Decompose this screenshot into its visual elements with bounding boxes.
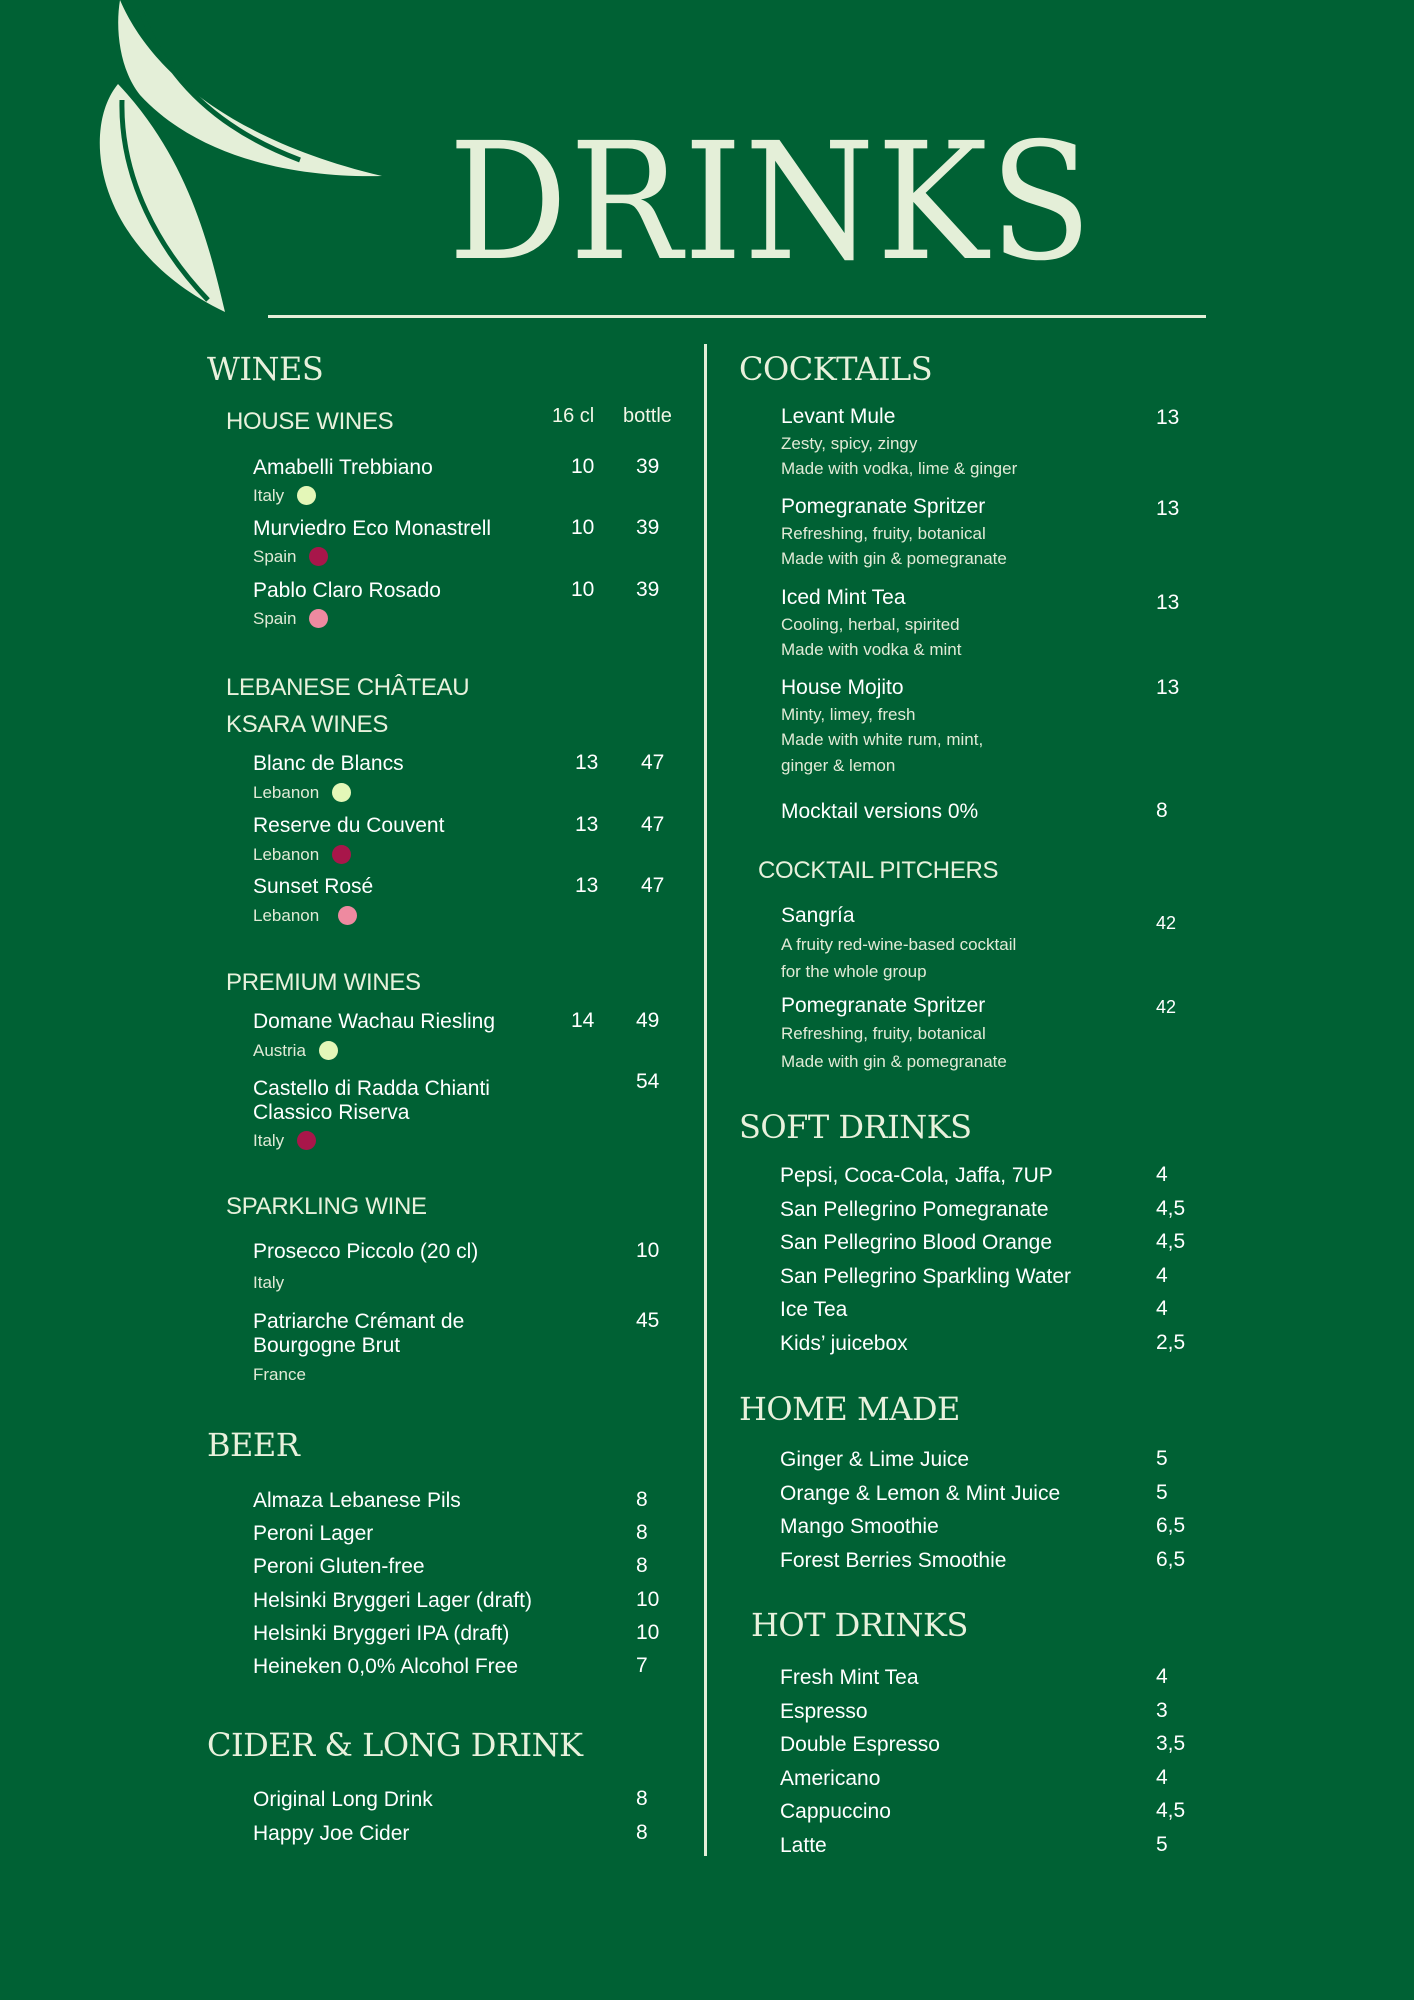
menu-item-name: San Pellegrino Sparkling Water [780,1264,1072,1288]
wine-bottle-price: 54 [636,1070,660,1093]
red-wine-dot-icon [332,845,351,864]
menu-item-price: 5 [1156,1447,1168,1470]
menu-item-price: 4 [1156,1765,1168,1789]
wine-origin-text: Lebanon [253,906,320,925]
menu-item-price: 8 [636,1787,648,1810]
leaf-decoration-icon [0,0,420,330]
lebanese-wines-heading-2: KSARA WINES [226,711,389,738]
wine-bottle-price: 47 [641,874,665,897]
wine-origin-text: Spain [253,609,297,628]
menu-item-name: Latte [780,1833,827,1857]
menu-item-name: Peroni Gluten-free [253,1555,425,1579]
pitcher-desc: Made with gin & pomegranate [781,1052,1007,1071]
pitcher-desc: A fruity red-wine-based cocktail [781,935,1017,954]
wine-name: Castello di Radda Chianti [253,1077,490,1100]
mocktail-price: 8 [1156,799,1168,822]
white-wine-dot-icon [332,783,351,802]
menu-item-price: 4,5 [1156,1196,1186,1220]
menu-item-price: 10 [636,1620,660,1644]
wine-origin-text: Italy [253,486,285,505]
wine-glass-price: 10 [571,578,595,601]
wine-bottle-price: 39 [636,516,660,539]
cocktail-desc: Made with vodka & mint [781,640,962,659]
menu-item-price: 4,5 [1156,1230,1186,1253]
menu-item-name: Forest Berries Smoothie [780,1548,1007,1572]
red-wine-dot-icon [297,1131,316,1150]
menu-item-price: 6,5 [1156,1514,1186,1537]
white-wine-dot-icon [319,1041,338,1060]
menu-item-price: 4 [1156,1665,1168,1688]
home-made-heading: HOME MADE [739,1390,960,1428]
mocktail-name: Mocktail versions 0% [781,800,979,823]
menu-item-price: 2,5 [1156,1330,1186,1354]
wine-bottle-price: 39 [636,578,660,601]
menu-item-name: Double Espresso [780,1733,940,1756]
wine-name: Domane Wachau Riesling [253,1010,496,1033]
pitcher-name: Pomegranate Spritzer [781,994,986,1017]
rose-wine-dot-icon [338,906,357,925]
menu-item-price: 3,5 [1156,1732,1186,1755]
wine-glass-price: 10 [571,516,595,539]
premium-wines-heading: PREMIUM WINES [226,969,421,996]
cocktail-desc: Refreshing, fruity, botanical [781,524,986,543]
cocktail-desc: Cooling, herbal, spirited [781,615,960,634]
menu-item-price: 8 [636,1521,648,1545]
wine-bottle-price: 47 [641,751,665,774]
wine-bottle-price: 39 [636,455,660,478]
wine-origin [253,1131,316,1151]
beer-heading: BEER [207,1426,300,1464]
soft-drinks-heading: SOFT DRINKS [739,1108,972,1146]
wine-origin [253,906,357,926]
wine-bottle-price: 45 [636,1309,660,1332]
menu-item-name: Original Long Drink [253,1788,433,1811]
menu-item-name: San Pellegrino Pomegranate [780,1197,1049,1221]
cocktail-desc: Made with white rum, mint, [781,730,984,749]
pitcher-desc: Refreshing, fruity, botanical [781,1024,986,1043]
menu-item-name: Happy Joe Cider [253,1821,410,1845]
cocktail-desc: ginger & lemon [781,756,896,775]
menu-item-name: Mango Smoothie [780,1515,939,1538]
menu-item-price: 7 [636,1654,648,1677]
menu-item-price: 5 [1156,1832,1168,1856]
wine-name: Amabelli Trebbiano [253,456,433,479]
menu-item-name: Pepsi, Coca-Cola, Jaffa, 7UP [780,1164,1053,1187]
rose-wine-dot-icon [309,609,328,628]
pitcher-price: 42 [1156,913,1177,933]
menu-item-price: 4 [1156,1297,1168,1320]
cocktail-price: 13 [1156,591,1180,614]
wine-name-line2: Classico Riserva [253,1101,410,1124]
menu-item-name: Ginger & Lime Juice [780,1448,970,1471]
wine-bottle-price: 49 [636,1009,660,1032]
cocktail-price: 13 [1156,676,1180,699]
wine-name: Pablo Claro Rosado [253,579,441,602]
menu-item-price: 8 [636,1820,648,1844]
cocktail-desc: Made with vodka, lime & ginger [781,459,1018,478]
house-wines-heading: HOUSE WINES [226,408,394,435]
menu-item-price: 4,5 [1156,1799,1186,1822]
cocktail-desc: Zesty, spicy, zingy [781,434,918,453]
menu-item-name: Cappuccino [780,1800,891,1823]
white-wine-dot-icon [297,486,316,505]
wine-name-line2: Bourgogne Brut [253,1334,401,1357]
wine-name: Sunset Rosé [253,875,374,898]
menu-item-price: 10 [636,1587,660,1611]
menu-item-price: 4 [1156,1163,1168,1186]
cocktail-name: House Mojito [781,676,904,699]
wine-bottle-price: 10 [636,1239,660,1262]
cocktail-name: Levant Mule [781,405,896,428]
menu-item-price: 8 [636,1488,648,1511]
wine-origin [253,845,351,865]
menu-item-price: 4 [1156,1263,1168,1287]
wine-glass-price: 13 [575,751,599,774]
wine-glass-price: 14 [571,1009,595,1032]
red-wine-dot-icon [309,547,328,566]
menu-item-name: Helsinki Bryggeri IPA (draft) [253,1621,510,1645]
wine-origin-text: Italy [253,1131,285,1150]
title-divider [268,315,1206,318]
cocktail-price: 13 [1156,406,1180,429]
col-16cl-header: 16 cl [552,405,595,427]
wine-name: Reserve du Couvent [253,814,445,837]
cocktail-desc: Minty, limey, fresh [781,705,916,724]
pitcher-name: Sangría [781,904,855,927]
wine-name: Murviedro Eco Monastrell [253,517,492,540]
lebanese-wines-heading: LEBANESE CHÂTEAU [226,674,470,701]
column-divider [704,344,707,1856]
pitcher-desc: for the whole group [781,962,927,981]
pitchers-heading: COCKTAIL PITCHERS [758,857,999,884]
wine-name: Blanc de Blancs [253,752,404,775]
wine-origin [253,609,328,629]
sparkling-wine-heading: SPARKLING WINE [226,1193,427,1220]
cocktail-price: 13 [1156,497,1180,520]
menu-item-name: Helsinki Bryggeri Lager (draft) [253,1588,532,1612]
hot-drinks-heading: HOT DRINKS [751,1606,968,1644]
page-title: DRINKS [448,109,1094,297]
pitcher-price: 42 [1156,997,1177,1017]
menu-item-name: Americano [780,1766,881,1790]
menu-item-name: Almaza Lebanese Pils [253,1489,461,1512]
menu-item-price: 6,5 [1156,1547,1186,1571]
menu-item-name: Ice Tea [780,1298,848,1321]
wine-glass-price: 13 [575,813,599,836]
menu-item-price: 3 [1156,1698,1168,1722]
wine-name: Patriarche Crémant de [253,1310,465,1333]
wine-glass-price: 13 [575,874,599,897]
cocktail-name: Iced Mint Tea [781,586,906,609]
wine-origin [253,1041,338,1061]
wine-bottle-price: 47 [641,813,665,836]
menu-item-name: Heineken 0,0% Alcohol Free [253,1655,518,1678]
cocktails-heading: COCKTAILS [739,350,933,388]
wine-glass-price: 10 [571,455,595,478]
wine-name: Prosecco Piccolo (20 cl) [253,1240,479,1263]
wine-origin-text: Lebanon [253,783,320,802]
menu-item-name: Espresso [780,1699,868,1723]
menu-item-name: Fresh Mint Tea [780,1666,919,1689]
wine-origin: France [253,1365,306,1384]
menu-item-price: 8 [636,1554,648,1578]
wine-origin [253,783,351,803]
wines-heading: WINES [207,350,324,388]
cocktail-desc: Made with gin & pomegranate [781,549,1007,568]
col-bottle-header: bottle [623,405,672,427]
wine-origin [253,547,328,567]
menu-item-name: San Pellegrino Blood Orange [780,1231,1053,1254]
wine-origin: Italy [253,1273,285,1292]
menu-item-price: 5 [1156,1480,1168,1504]
wine-origin-text: Lebanon [253,845,320,864]
menu-item-name: Orange & Lemon & Mint Juice [780,1481,1061,1505]
wine-origin-text: Spain [253,547,297,566]
wine-origin [253,486,316,506]
menu-item-name: Kids’ juicebox [780,1331,908,1355]
cocktail-name: Pomegranate Spritzer [781,495,986,518]
menu-item-name: Peroni Lager [253,1522,374,1546]
wine-origin-text: Austria [253,1041,306,1060]
cider-heading: CIDER & LONG DRINK [207,1726,583,1764]
